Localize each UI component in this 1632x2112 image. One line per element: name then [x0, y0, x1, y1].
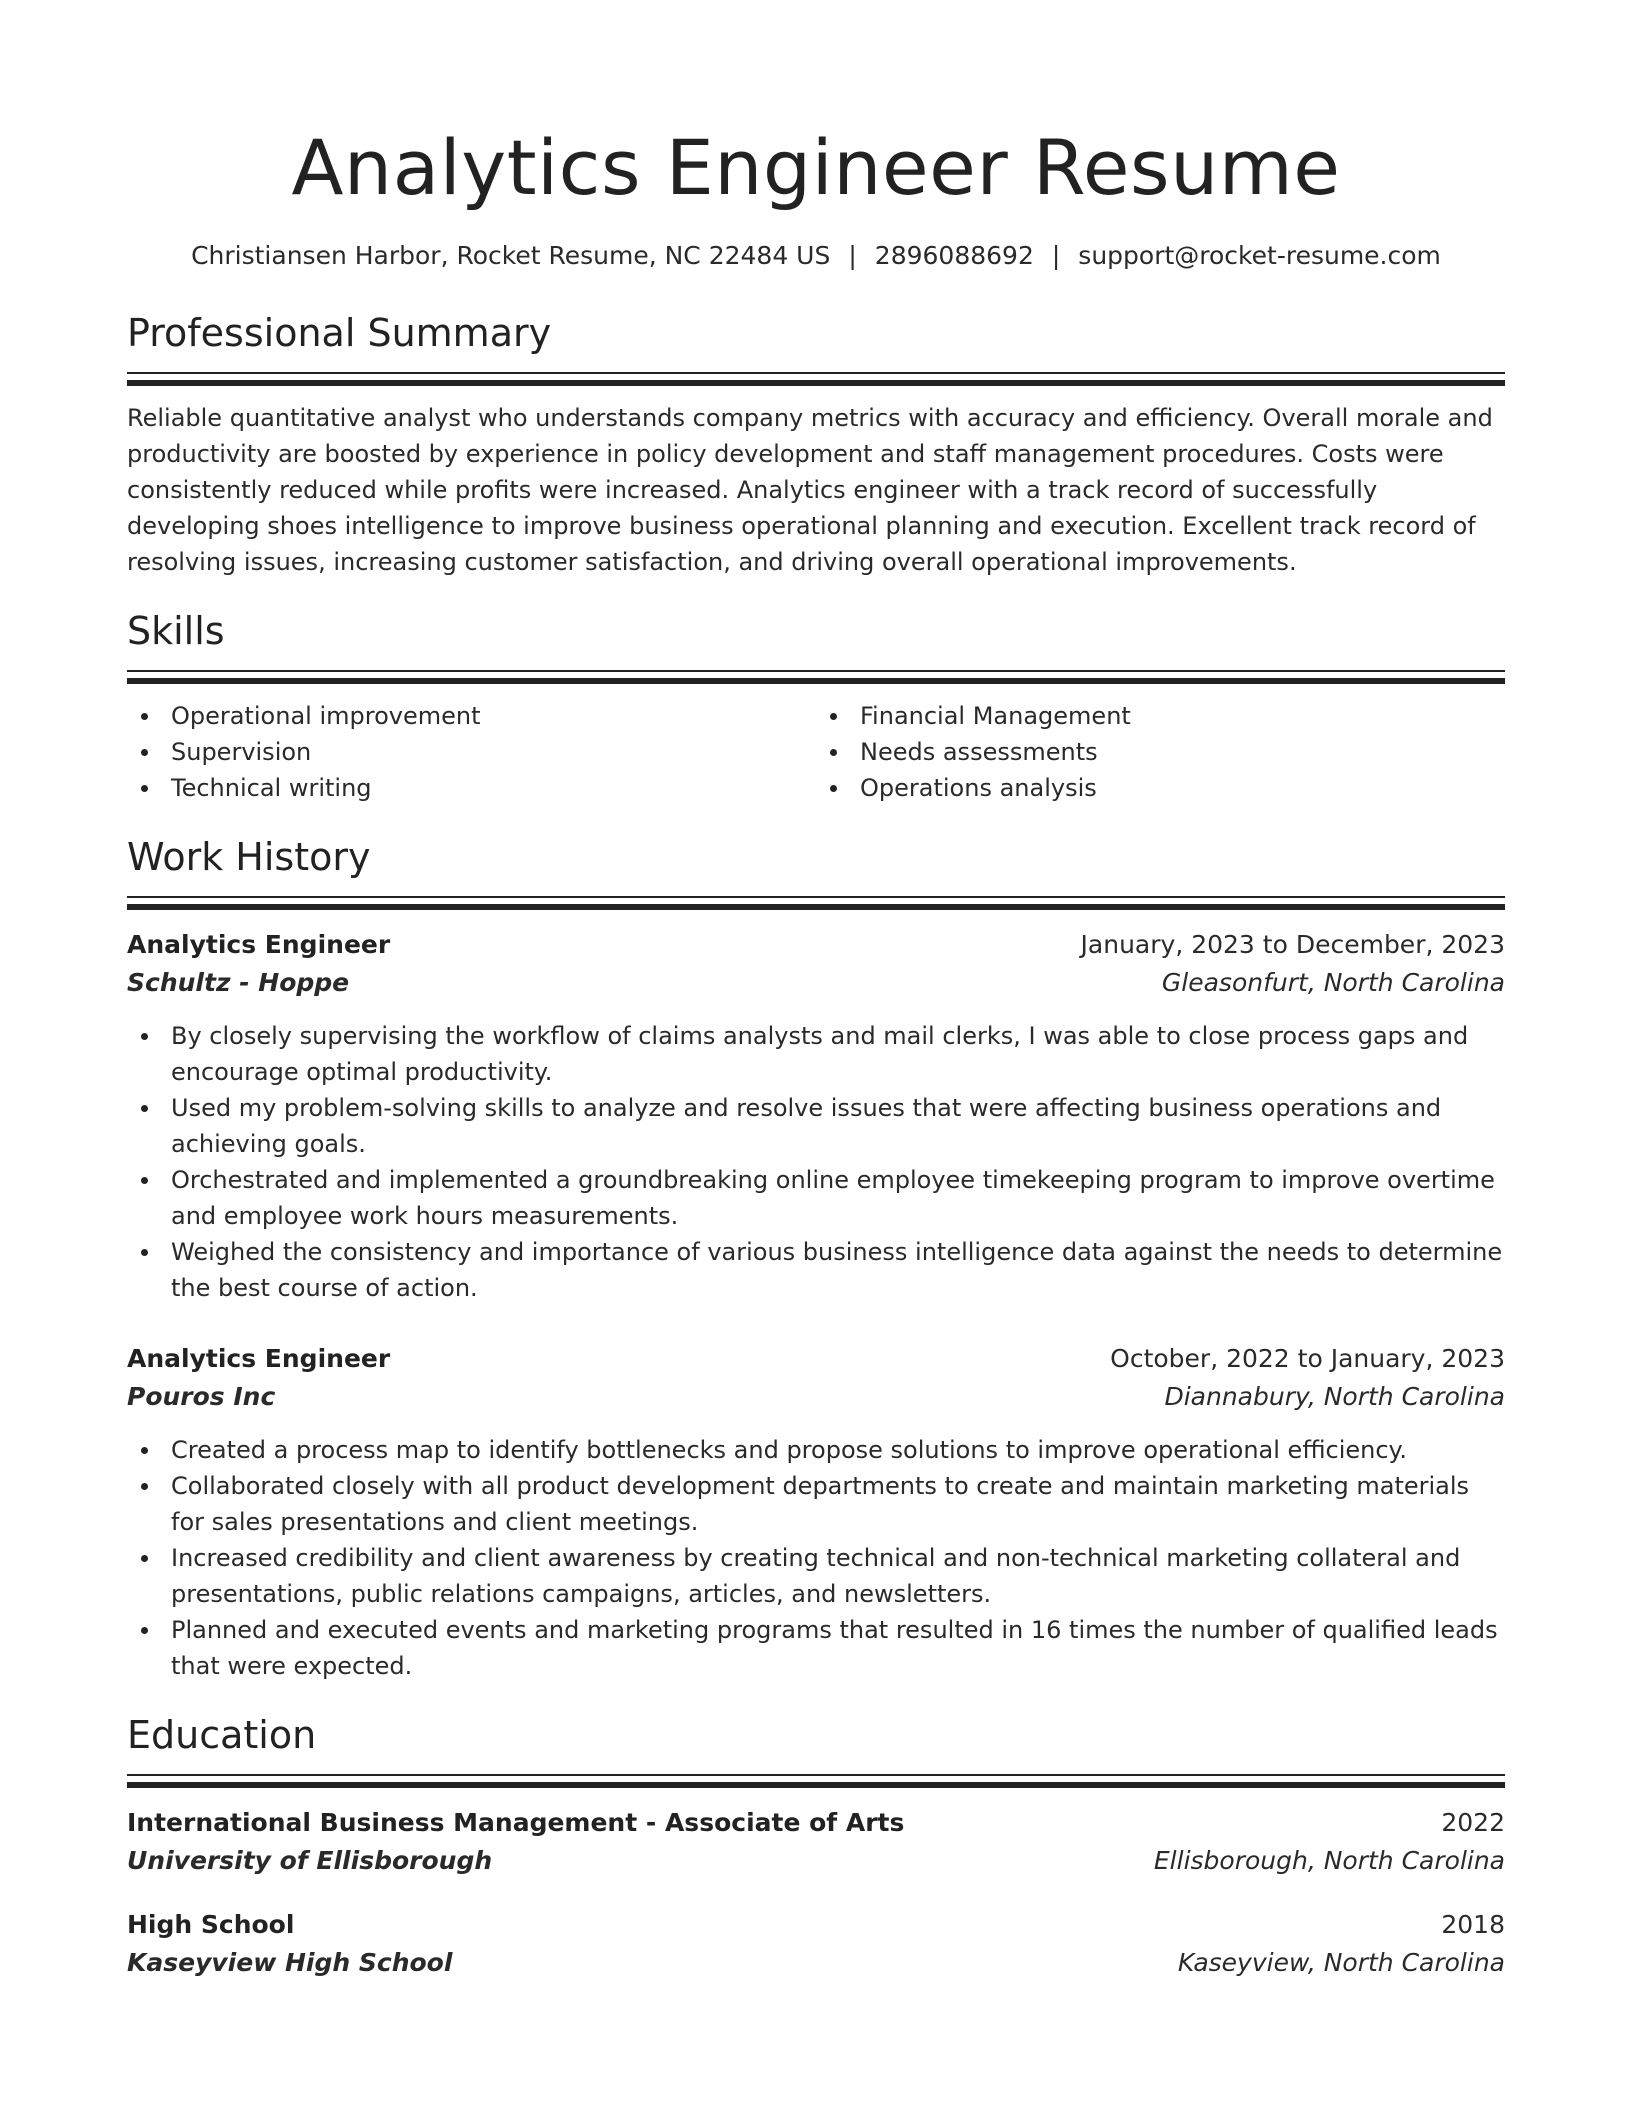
job-entry	[127, 1340, 1505, 1684]
section-divider	[127, 1774, 1505, 1788]
skills-list-right	[816, 698, 1505, 806]
skills-columns	[127, 698, 1505, 806]
education-section	[127, 1710, 1505, 1982]
contact-separator: |	[1051, 241, 1061, 270]
education-entry	[127, 1906, 1505, 1982]
contact-phone: 2896088692	[874, 241, 1034, 270]
job-bullet: By closely supervising the workflow of claims analysts and mail clerks, I was able to close process gaps and encourage optimal productivity.	[127, 1018, 1505, 1090]
job-title: Analytics Engineer	[127, 1344, 391, 1373]
skill-item: Operational improvement	[127, 698, 816, 734]
contact-line	[127, 238, 1505, 274]
job-bullets	[127, 1432, 1505, 1684]
job-company-row	[127, 964, 1505, 1002]
job-bullet: Used my problem-solving skills to analyze and resolve issues that were affecting business operations and achieving goals.	[127, 1090, 1505, 1162]
job-bullets	[127, 1018, 1505, 1306]
job-bullet: Created a process map to identify bottlenecks and propose solutions to improve operational efficiency.	[127, 1432, 1505, 1468]
job-entry	[127, 926, 1505, 1306]
education-year: 2018	[1441, 1910, 1505, 1939]
contact-address: Christiansen Harbor, Rocket Resume, NC 22484 US	[191, 241, 831, 270]
skill-item: Technical writing	[127, 770, 816, 806]
summary-text: Reliable quantitative analyst who understands company metrics with accuracy and efficiency. Overall morale and productivity are boosted by experience in policy development and staff management procedures. Costs were consistently reduced while profits were increased. Analytics engineer with a track record of successfully developing shoes intelligence to improve business operational planning and execution. Excellent track record of resolving issues, increasing customer satisfaction, and driving overall operational improvements.	[127, 404, 1493, 576]
education-degree: International Business Management - Associate of Arts	[127, 1808, 905, 1837]
job-header-row	[127, 926, 1505, 964]
section-divider	[127, 372, 1505, 386]
skills-heading: Skills	[127, 609, 225, 653]
resume-title: Analytics Engineer Resume	[291, 123, 1341, 212]
job-bullet: Planned and executed events and marketing programs that resulted in 16 times the number of qualified leads that were expected.	[127, 1612, 1505, 1684]
education-school: Kaseyview High School	[127, 1948, 453, 1977]
skill-item: Supervision	[127, 734, 816, 770]
skills-section	[127, 606, 1505, 806]
summary-heading: Professional Summary	[127, 311, 552, 355]
job-bullet: Weighed the consistency and importance of various business intelligence data against the needs to determine the best course of action.	[127, 1234, 1505, 1306]
education-location: Kaseyview, North Carolina	[1177, 1948, 1505, 1977]
job-company: Schultz - Hoppe	[127, 968, 350, 997]
job-dates: January, 2023 to December, 2023	[1080, 930, 1505, 959]
job-company-row	[127, 1378, 1505, 1416]
work-section	[127, 832, 1505, 1684]
education-school: University of Ellisborough	[127, 1846, 493, 1875]
skill-item: Operations analysis	[816, 770, 1505, 806]
summary-section	[127, 308, 1505, 580]
job-bullet: Orchestrated and implemented a groundbreaking online employee timekeeping program to improve overtime and employee work hours measurements.	[127, 1162, 1505, 1234]
education-entry	[127, 1804, 1505, 1880]
skill-item: Financial Management	[816, 698, 1505, 734]
contact-email: support@rocket-resume.com	[1078, 241, 1441, 270]
skills-list-left	[127, 698, 816, 806]
education-heading: Education	[127, 1713, 317, 1757]
job-company: Pouros Inc	[127, 1382, 276, 1411]
education-degree: High School	[127, 1910, 295, 1939]
skill-item: Needs assessments	[816, 734, 1505, 770]
education-year: 2022	[1441, 1808, 1505, 1837]
contact-separator: |	[848, 241, 857, 270]
work-heading: Work History	[127, 835, 371, 879]
section-divider	[127, 670, 1505, 684]
education-header-row	[127, 1804, 1505, 1842]
job-bullet: Collaborated closely with all product development departments to create and maintain marketing materials for sales presentations and client meetings.	[127, 1468, 1505, 1540]
education-school-row	[127, 1944, 1505, 1982]
job-bullet: Increased credibility and client awareness by creating technical and non-technical marketing collateral and presentations, public relations campaigns, articles, and newsletters.	[127, 1540, 1505, 1612]
education-school-row	[127, 1842, 1505, 1880]
job-dates: October, 2022 to January, 2023	[1110, 1344, 1505, 1373]
job-location: Gleasonfurt, North Carolina	[1161, 968, 1505, 997]
education-location: Ellisborough, North Carolina	[1153, 1846, 1505, 1875]
job-title: Analytics Engineer	[127, 930, 391, 959]
section-divider	[127, 896, 1505, 910]
job-location: Diannabury, North Carolina	[1164, 1382, 1505, 1411]
job-header-row	[127, 1340, 1505, 1378]
education-header-row	[127, 1906, 1505, 1944]
